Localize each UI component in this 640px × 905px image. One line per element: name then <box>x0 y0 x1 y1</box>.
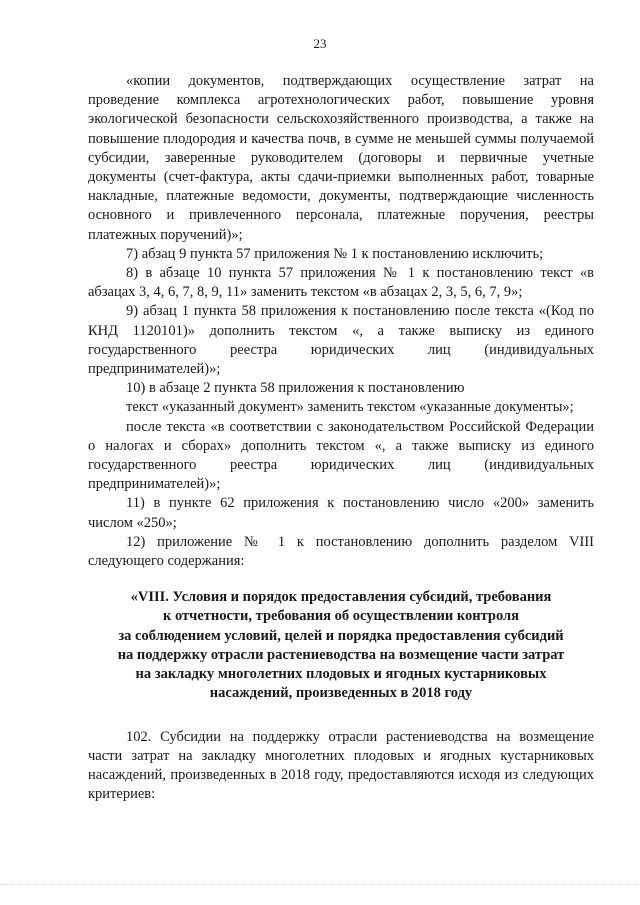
section-heading-line: насаждений, произведенных в 2018 году <box>209 685 473 702</box>
document-body <box>88 72 594 804</box>
paragraph-item-7: 7) абзац 9 пункта 57 приложения № 1 к постановлению исключить; <box>126 245 544 262</box>
page-number: 23 <box>313 36 327 51</box>
paragraph-item-11: 11) в пункте 62 приложения к постановлению число «200» заменить числом «250»; <box>88 495 594 531</box>
section-heading-line: за соблюдением условий, целей и порядка предоставления субсидий <box>118 627 564 644</box>
paragraph-item-12: 12) приложение № 1 к постановлению дополнить разделом VIII следующего содержания: <box>88 533 594 570</box>
paragraph-item-8: 8) в абзаце 10 пункта 57 приложения № 1 к постановлению текст «в абзацах 3, 4, 6, 7, 8, 9, 11» заменить текстом «в абзацах 2, 3, 5, 6, 7, 9»; <box>88 265 594 301</box>
paragraph-item-10: 10) в абзаце 2 пункта 58 приложения к постановлению <box>126 380 465 397</box>
scan-footer-artifact <box>0 884 640 889</box>
section-heading-line: «VIII. Условия и порядок предоставления субсидий, требования <box>130 589 552 606</box>
paragraph-item-10-text-replacement: текст «указанный документ» заменить текстом «указанные документы»; <box>126 399 574 416</box>
paragraph-item-9: 9) абзац 1 пункта 58 приложения к постановлению после текста «(Код по КНД 1120101)» дополнить текстом «, а также выписку из единого государственного реестра юридических лиц (индивидуальных предпринимателей)»; <box>88 303 594 378</box>
paragraph-102: 102. Субсидии на поддержку отрасли растениеводства на возмещение части затрат на закладку многолетних плодовых и ягодных кустарниковых насаждений, произведенных в 2018 году, предоставляются исходя из следующих критериев: <box>88 728 594 803</box>
section-heading-line: к отчетности, требования об осуществлении контроля <box>162 608 520 625</box>
paragraph-copies-of-documents: «копии документов, подтверждающих осуществление затрат на проведение комплекса агротехнологических работ, повышение уровня экологической безопасности сельскохозяйственного производства, а также на повышение плодородия и качества почв, в сумме не меньшей суммы получаемой субсидии, заверенные руководителем (договоры и первичные учетные документы (счет-фактура, акты сдачи-приемки выполненных работ, товарные накладные, платежные ведомости, документы, подтверждающие численность основного и привлеченного персонала, платежные поручения, реестры платежных поручений)»; <box>88 73 594 243</box>
section-heading-line: на поддержку отрасли растениеводства на возмещение части затрат <box>117 646 565 663</box>
paragraph-item-10-addition: после текста «в соответствии с законодательством Российской Федерации о налогах и сборах» дополнить текстом «, а также выписку из единого государственного реестра юридических лиц (индивидуальных предпринимателей)»; <box>88 418 594 493</box>
section-heading-line: на закладку многолетних плодовых и ягодных кустарниковых <box>135 666 547 683</box>
section-heading <box>88 588 594 703</box>
